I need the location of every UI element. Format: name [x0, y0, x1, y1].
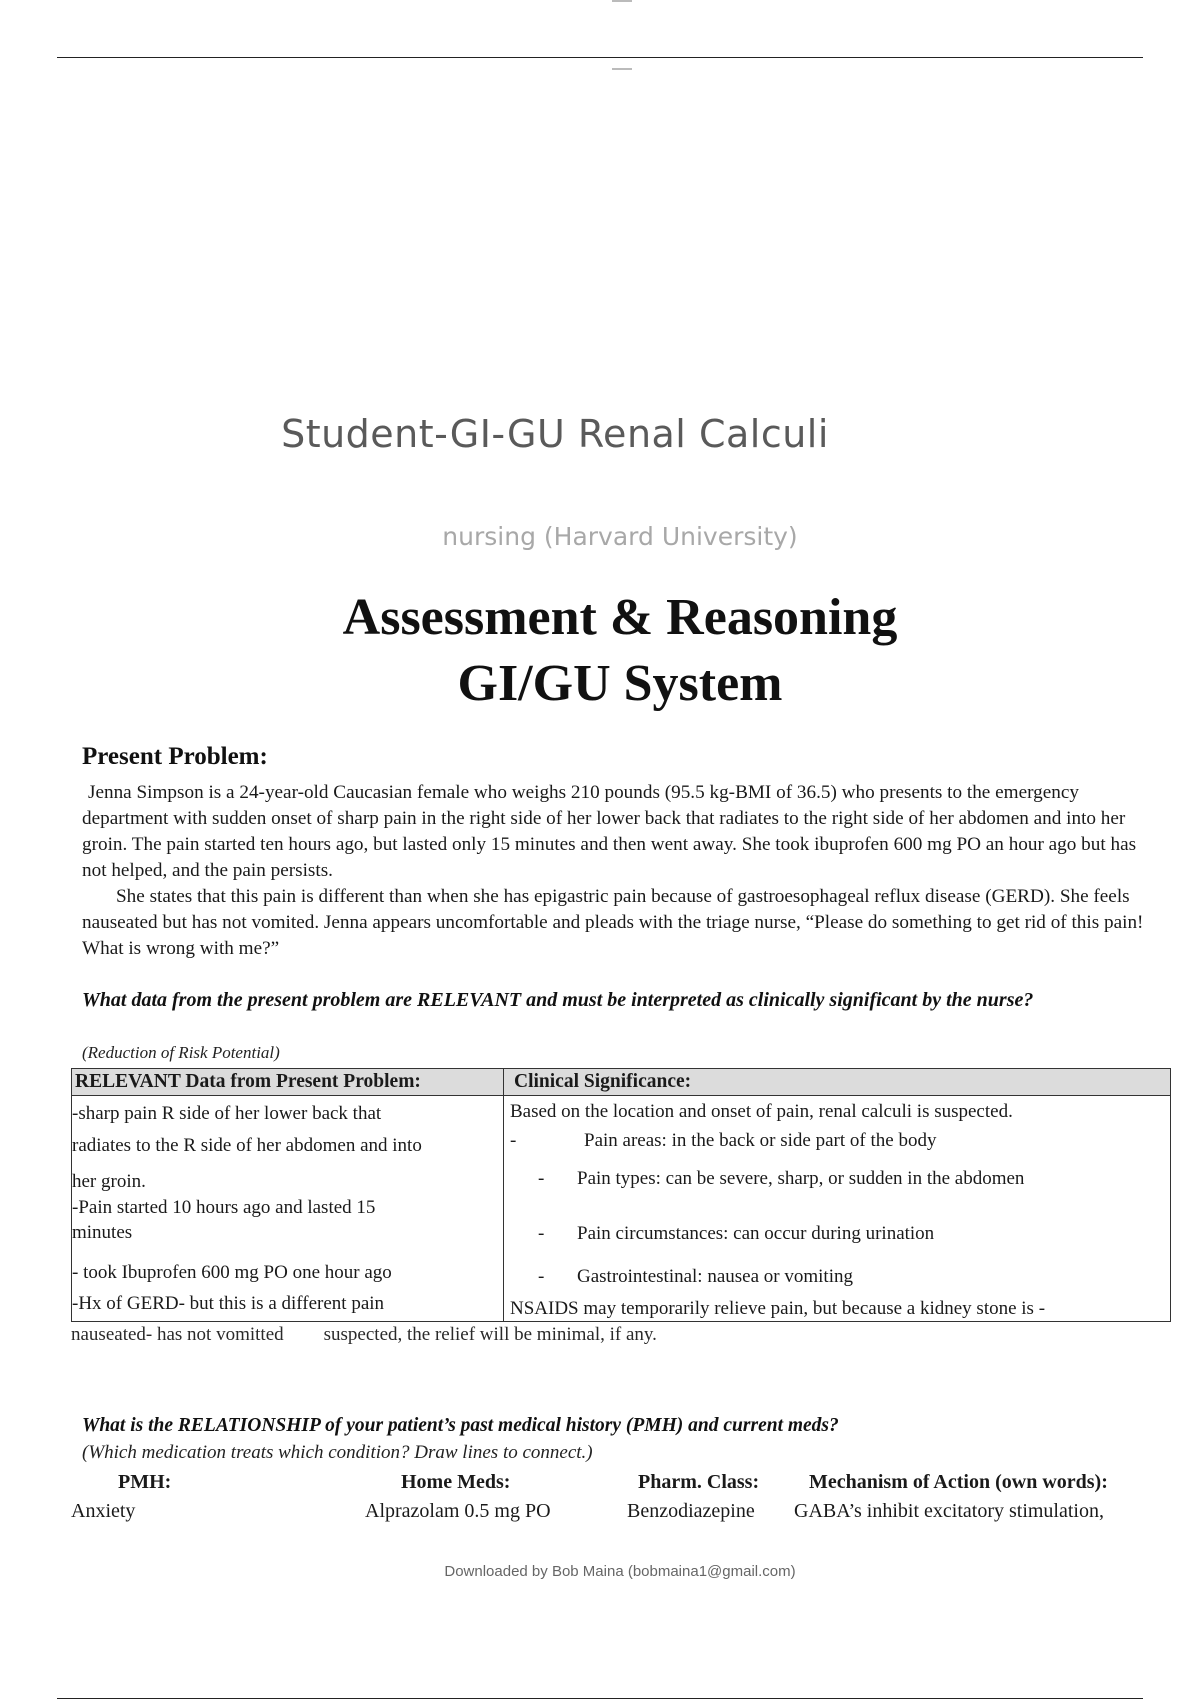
list-item: her groin.: [72, 1171, 146, 1192]
list-item: [504, 1129, 1170, 1153]
list-item: minutes: [72, 1222, 133, 1243]
list-item: [504, 1222, 1170, 1246]
dash-marker: -: [538, 1168, 545, 1189]
relevant-data-cell: [72, 1096, 504, 1322]
dash-marker: -: [510, 1130, 517, 1151]
table-row: [72, 1096, 1171, 1322]
significance-item: Gastrointestinal: nausea or vomiting: [577, 1266, 853, 1287]
list-item: -sharp pain R side of her lower back that: [72, 1103, 382, 1124]
home-med-value: Alprazolam 0.5 mg PO: [365, 1500, 551, 1522]
relevant-data-header: RELEVANT Data from Present Problem:: [72, 1069, 504, 1096]
present-problem-paragraph: Jenna Simpson is a 24-year-old Caucasian female who weighs 210 pounds (95.5 kg-BMI of 36.5) who presents to the emergency department with sudden onset of sharp pain in the right side of her lower back that radiates to the right side of her abdomen and into her groin. The pain started ten hours ago, but lasted only 15 minutes and then went away. She took ibuprofen 600 mg PO an hour ago but has not helped, and the pain persists.: [82, 782, 1137, 881]
dash-marker: -: [538, 1266, 545, 1287]
list-item: -Pain started 10 hours ago and lasted 15: [72, 1197, 376, 1218]
pmh-question: What is the RELATIONSHIP of your patient’s past medical history (PMH) and current meds?: [82, 1415, 839, 1436]
pmh-value: Anxiety: [71, 1500, 136, 1522]
pmh-header: PMH:: [118, 1471, 172, 1493]
list-item: [504, 1167, 1170, 1191]
download-footer: Downloaded by Bob Maina (bobmaina1@gmail.com): [444, 1563, 796, 1580]
pmh-hint: (Which medication treats which condition? Draw lines to connect.): [82, 1442, 593, 1463]
overflow-right-text: suspected, the relief will be minimal, if any.: [323, 1324, 657, 1345]
list-item: [504, 1265, 1170, 1289]
top-rule: [57, 57, 1143, 58]
overflow-left-text: nauseated- has not vomitted: [71, 1324, 284, 1345]
header-mark: [612, 68, 632, 70]
clinical-significance-header: Clinical Significance:: [504, 1069, 1171, 1096]
relevant-data-table: [71, 1068, 1171, 1322]
present-problem-heading: Present Problem:: [82, 743, 268, 770]
relevant-data-hint: (Reduction of Risk Potential): [82, 1043, 280, 1062]
home-meds-header: Home Meds:: [401, 1471, 511, 1493]
list-item: - took Ibuprofen 600 mg PO one hour ago: [72, 1262, 392, 1283]
significance-intro: Based on the location and onset of pain, renal calculi is suspected.: [510, 1101, 1013, 1122]
pharm-class-header: Pharm. Class:: [638, 1471, 760, 1493]
document-subtitle: nursing (Harvard University): [442, 522, 798, 551]
bottom-rule: [57, 1698, 1143, 1699]
significance-item: Pain circumstances: can occur during urination: [577, 1223, 935, 1244]
present-problem-paragraph: She states that this pain is different than when she has epigastric pain because of gastroesophageal reflux disease (GERD). She feels nauseated but has not vomited. Jenna appears uncomfortable and pleads with the triage nurse, “Please do something to get rid of this pain! What is wrong with me?”: [82, 886, 1144, 959]
significance-item: Pain areas: in the back or side part of the body: [584, 1130, 937, 1151]
table-overflow-text: [71, 1324, 657, 1346]
top-mark: [612, 0, 632, 2]
page-heading-line1: Assessment & Reasoning: [342, 589, 898, 646]
list-item: -Hx of GERD- but this is a different pain: [72, 1293, 385, 1314]
list-item: radiates to the R side of her abdomen and into: [72, 1135, 422, 1156]
present-problem-text: [82, 780, 1160, 962]
page-heading-line2: GI/GU System: [457, 655, 783, 712]
mechanism-value: GABA’s inhibit excitatory stimulation,: [794, 1500, 1104, 1522]
significance-outro: NSAIDS may temporarily relieve pain, but because a kidney stone is -: [510, 1298, 1046, 1319]
relevant-data-question: What data from the present problem are RELEVANT and must be interpreted as clinically significant by the nurse?: [82, 989, 1034, 1011]
clinical-significance-cell: [504, 1096, 1171, 1322]
significance-item: Pain types: can be severe, sharp, or sudden in the abdomen: [577, 1168, 1025, 1189]
page-heading: [0, 585, 1200, 717]
dash-marker: -: [538, 1223, 545, 1244]
document-title: Student-GI-GU Renal Calculi: [281, 412, 829, 456]
table-header-row: [72, 1069, 1171, 1096]
mechanism-header: Mechanism of Action (own words):: [809, 1471, 1108, 1493]
pharm-class-value: Benzodiazepine: [627, 1500, 755, 1522]
